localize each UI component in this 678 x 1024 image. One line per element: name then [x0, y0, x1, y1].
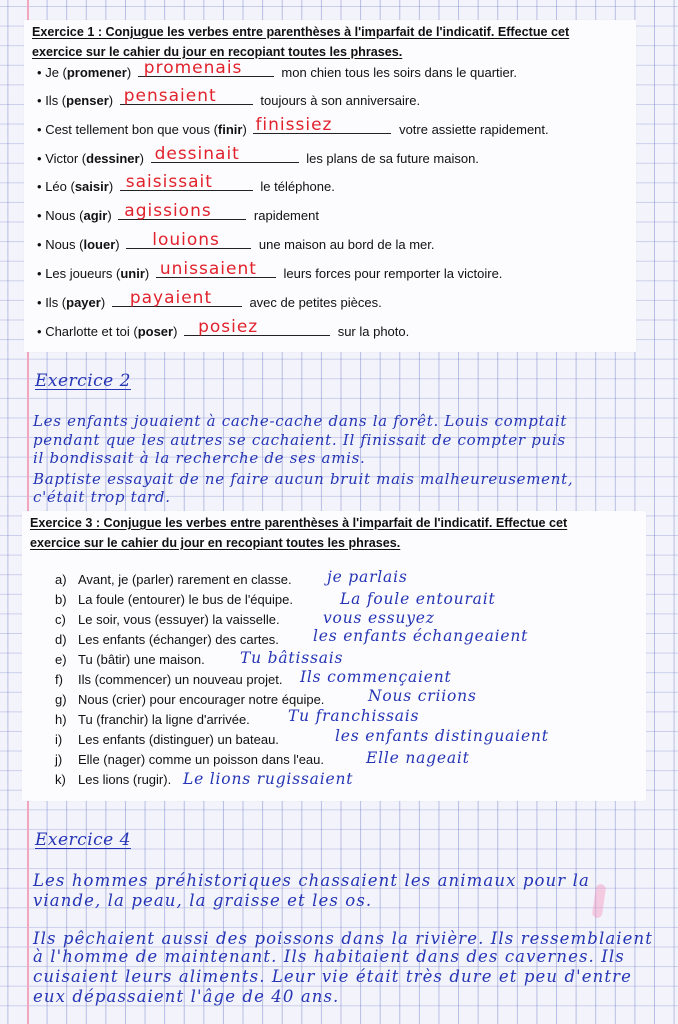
exercise3-title-line1: Exercice 3 : Conjugue les verbes entre parenthèses à l'imparfait de l'indicatif. Effectue cet	[30, 516, 568, 530]
bullet: •	[37, 93, 42, 108]
bullet: •	[37, 122, 42, 137]
exercise2-line: il bondissait à la recherche de ses amis.	[33, 449, 366, 467]
bullet: •	[37, 237, 42, 252]
handwritten-answer: Le lions rugissaient	[183, 770, 354, 788]
item-rest: les plans de sa future maison.	[306, 151, 479, 166]
item-text: La foule (entourer) le bus de l'équipe.	[78, 592, 293, 607]
exercise4-line: à l'homme de maintenant. Ils habitaient dans des cavernes. Ils	[33, 947, 625, 966]
item-letter: b)	[55, 592, 67, 607]
item-paren: )	[115, 237, 120, 252]
answer-blank	[184, 317, 330, 337]
exercise3-item	[55, 751, 324, 769]
exercise1-item	[37, 317, 410, 342]
item-rest: votre assiette rapidement.	[399, 122, 549, 137]
item-letter: g)	[55, 692, 67, 707]
item-paren: )	[107, 208, 112, 223]
item-rest: leurs forces pour remporter la victoire.	[283, 266, 503, 281]
item-verb: saisir	[74, 179, 109, 194]
exercise1-title-line1: Exercice 1 : Conjugue les verbes entre parenthèses à l'imparfait de l'indicatif. Effectue cet	[32, 25, 570, 39]
exercise3-item	[55, 591, 293, 609]
handwritten-answer: saisissait	[125, 172, 213, 192]
item-text: Tu (bâtir) une maison.	[78, 652, 205, 667]
answer-blank	[118, 201, 246, 221]
bullet: •	[37, 295, 42, 310]
item-rest: mon chien tous les soirs dans le quartier.	[281, 65, 517, 80]
answer-blank	[112, 288, 242, 308]
exercise3-item	[55, 731, 279, 749]
bullet: •	[37, 179, 42, 194]
item-text: Nous (crier) pour encourager notre équipe.	[78, 692, 325, 707]
exercise3-item	[55, 631, 279, 649]
item-letter: h)	[55, 712, 67, 727]
exercise4-line: viande, la peau, la graisse et les os.	[33, 891, 373, 910]
item-paren: )	[126, 65, 132, 80]
item-subject: Ils (	[45, 93, 67, 108]
handwritten-answer: Ils commençaient	[300, 668, 452, 686]
exercise1-item	[37, 115, 549, 140]
handwritten-answer: les enfants distinguaient	[335, 727, 549, 745]
item-rest: une maison au bord de la mer.	[258, 237, 435, 252]
exercise1-item	[37, 86, 421, 111]
item-text: Les lions (rugir).	[78, 772, 172, 787]
bullet: •	[37, 151, 42, 166]
item-text: Elle (nager) comme un poisson dans l'eau.	[78, 752, 325, 767]
handwritten-answer: promenais	[143, 58, 243, 78]
exercise1-item	[37, 58, 517, 83]
item-text: Les enfants (échanger) des cartes.	[78, 632, 279, 647]
handwritten-answer: vous essuyez	[323, 609, 435, 627]
item-text: Les enfants (distinguer) un bateau.	[78, 732, 279, 747]
item-letter: f)	[55, 672, 63, 687]
exercise4-line: eux dépassaient l'âge de 40 ans.	[33, 987, 340, 1006]
handwritten-answer: Nous criions	[368, 687, 477, 705]
exercise4-line: Les hommes préhistoriques chassaient les animaux pour la	[33, 871, 590, 890]
item-verb: louer	[83, 237, 116, 252]
exercise4-line: cuisaient leurs aliments. Leur vie était très dure et peu d'entre	[33, 967, 632, 986]
item-subject: Victor (	[45, 151, 87, 166]
handwritten-answer: Elle nageait	[366, 749, 470, 767]
item-subject: Je (	[45, 65, 67, 80]
item-subject: Nous (	[45, 208, 84, 223]
handwritten-answer: La foule entourait	[340, 590, 496, 608]
handwritten-answer: payaient	[129, 288, 213, 308]
exercise1-item	[37, 259, 503, 284]
answer-blank	[156, 259, 276, 279]
handwritten-answer: unissaient	[159, 259, 257, 279]
answer-blank	[120, 86, 253, 106]
item-letter: a)	[55, 572, 67, 587]
exercise2-line: c'était trop tard.	[33, 488, 171, 506]
item-letter: j)	[55, 752, 63, 767]
item-verb: poser	[137, 324, 174, 339]
exercise1-item	[37, 201, 319, 226]
exercise3-item	[55, 611, 280, 629]
exercise2-line: Baptiste essayait de ne faire aucun bruit mais malheureusement,	[33, 470, 574, 488]
item-text: Avant, je (parler) rarement en classe.	[78, 572, 292, 587]
exercise1-item	[37, 172, 335, 197]
item-verb: finir	[217, 122, 243, 137]
item-rest: rapidement	[253, 208, 319, 223]
item-paren: )	[242, 122, 247, 137]
answer-blank	[253, 115, 391, 135]
exercise3-item	[55, 651, 205, 669]
bullet: •	[37, 324, 42, 339]
exercise3-item	[55, 691, 324, 709]
answer-blank	[138, 58, 274, 78]
item-letter: e)	[55, 652, 67, 667]
answer-blank	[151, 144, 299, 164]
handwritten-answer: Tu bâtissais	[240, 649, 344, 667]
exercise4-line: Ils pêchaient aussi des poissons dans la rivière. Ils ressemblaient	[33, 929, 653, 948]
exercise1-item	[37, 230, 435, 255]
item-rest: le téléphone.	[260, 179, 335, 194]
exercise3-item	[55, 711, 250, 729]
exercise1-item	[37, 288, 382, 313]
item-verb: agir	[83, 208, 108, 223]
item-paren: )	[108, 93, 114, 108]
item-subject: Ils (	[45, 295, 67, 310]
exercise4-heading: Exercice 4	[35, 830, 131, 850]
item-subject: Charlotte et toi (	[45, 324, 138, 339]
exercise2-line: Les enfants jouaient à cache-cache dans la forêt. Louis comptait	[33, 412, 568, 430]
item-paren: )	[144, 266, 150, 281]
handwritten-answer: dessinait	[154, 144, 240, 164]
item-rest: avec de petites pièces.	[249, 295, 382, 310]
bullet: •	[37, 266, 42, 281]
handwritten-answer: posiez	[198, 317, 259, 337]
item-text: Le soir, vous (essuyer) la vaisselle.	[78, 612, 280, 627]
handwritten-answer: finissiez	[255, 115, 333, 135]
item-text: Tu (franchir) la ligne d'arrivée.	[78, 712, 250, 727]
item-subject: Cest tellement bon que vous (	[45, 122, 218, 137]
ink-smudge	[592, 883, 607, 918]
item-verb: promener	[66, 65, 127, 80]
bullet: •	[37, 65, 42, 80]
item-paren: )	[100, 295, 106, 310]
item-letter: i)	[55, 732, 63, 747]
handwritten-answer: je parlais	[327, 568, 408, 586]
bullet: •	[37, 208, 42, 223]
item-subject: Léo (	[45, 179, 75, 194]
answer-blank	[126, 230, 251, 250]
exercise1-title-line2: exercice sur le cahier du jour en recopiant toutes les phrases.	[32, 45, 403, 59]
item-paren: )	[173, 324, 178, 339]
handwritten-answer: pensaient	[123, 86, 217, 106]
exercise3-item	[55, 571, 292, 589]
item-paren: )	[139, 151, 144, 166]
exercise1-sheet	[24, 20, 636, 352]
answer-blank	[120, 172, 253, 192]
exercise2-heading: Exercice 2	[35, 371, 131, 391]
item-verb: unir	[120, 266, 145, 281]
exercise3-item	[55, 771, 171, 789]
item-subject: Nous (	[45, 237, 84, 252]
item-letter: k)	[55, 772, 66, 787]
item-text: Ils (commencer) un nouveau projet.	[78, 672, 283, 687]
handwritten-answer: Tu franchissais	[288, 707, 420, 725]
item-verb: payer	[66, 295, 101, 310]
item-rest: toujours à son anniversaire.	[260, 93, 421, 108]
handwritten-answer: louions	[152, 230, 220, 250]
item-paren: )	[108, 179, 114, 194]
exercise1-item	[37, 144, 479, 169]
handwritten-answer: agissions	[124, 201, 212, 221]
item-verb: penser	[66, 93, 109, 108]
exercise3-title-line2: exercice sur le cahier du jour en recopiant toutes les phrases.	[30, 536, 401, 550]
exercise2-line: pendant que les autres se cachaient. Il finissait de compter puis	[33, 431, 566, 449]
handwritten-answer: les enfants échangeaient	[313, 627, 529, 645]
exercise3-item	[55, 671, 282, 689]
item-subject: Les joueurs (	[45, 266, 121, 281]
item-verb: dessiner	[86, 151, 140, 166]
item-letter: d)	[55, 632, 67, 647]
item-letter: c)	[55, 612, 66, 627]
item-rest: sur la photo.	[337, 324, 410, 339]
